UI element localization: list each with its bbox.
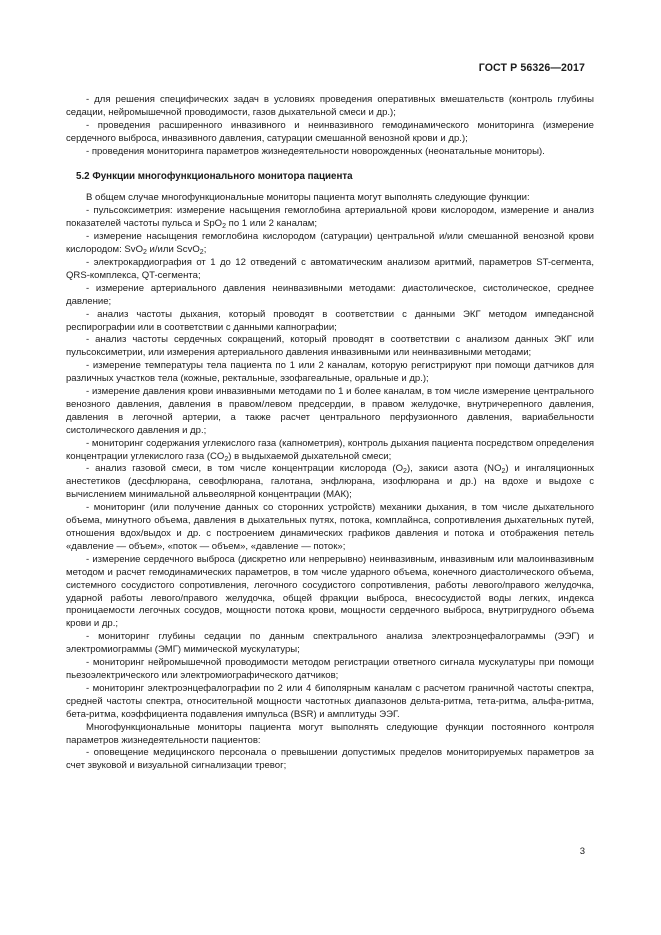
- intro-paragraph: В общем случае многофункциональные мониторы пациента могут выполнять следующие функции:: [86, 192, 530, 204]
- subscript: 2: [222, 223, 226, 231]
- item-text: - измерение насыщения гемоглобина кислородом (сатурации) центральной и/или смешанной венозной крови кислородом: SvO: [66, 231, 594, 256]
- item-text: - измерение сердечного выброса (дискретно или непрерывно) неинвазивным, инвазивным или малоинвазивным методом и расчет гемодинамических параметров, в том числе ударного объема, конечного диастолического объема, системного сосудистого сопротивления, легочного сосудистого сопротивления, работы левого/правого желудочка, ударной работы левого/правого желудочка, общей фракции выброса, внесосудистой воды легких, индекса проницаемости легочных сосудов, мощности потока крови, мощности сердечного выброса, внутригрудного объема крови и др.;: [66, 553, 594, 630]
- list-item: [66, 283, 594, 309]
- subscript: 2: [501, 468, 506, 476]
- item-text: - анализ частоты дыхания, который проводят в соответствии с данными ЭКГ методом импедансной респирографии или в соответствии с данными капнографии;: [66, 308, 594, 333]
- item-text: - анализ частоты сердечных сокращений, который проводят в соответствии с анализом данных ЭКГ или пульсоксиметрии, или измерения артериального давления инвазивными или неинвазивными методами;: [66, 334, 594, 359]
- list-item: [66, 309, 594, 335]
- list-item: [66, 463, 594, 502]
- item-text: по 1 или 2 каналам;: [226, 218, 317, 230]
- subscript: 2: [224, 455, 229, 463]
- item-text: - пульсоксиметрия: измерение насыщения гемоглобина артериальной крови кислородом, измерение и анализ показателей частоты пульса и SpO: [66, 205, 594, 230]
- list-item: [66, 257, 594, 283]
- item-text: - мониторинг глубины седации по данным спектрального анализа электроэнцефалограммы (ЭЭГ) и электромиограммы (ЭМГ) мимической мускулатуры;: [66, 631, 594, 656]
- item-text: - мониторинг нейромышечной проводимости методом регистрации ответного сигнала мускулатуры при помощи пьезоэлектрического или электромиографического датчиков;: [66, 657, 594, 681]
- item-text: - измерение давления крови инвазивными методами по 1 и более каналам, в том числе измерение центрального венозного давления, давления в правом/левом предсердии, в правом желудочке, внутричерепного давления, давления в легочной артерии, а также расчет центрального перфузионного давления, вариабельности систолического давления и др.;: [66, 386, 594, 436]
- item-text: ), закиси азота (NO: [406, 463, 502, 475]
- item-text: - анализ газовой смеси, в том числе концентрации кислорода (O: [86, 463, 404, 475]
- list-item: [66, 334, 594, 360]
- list-item: [66, 386, 594, 438]
- item-text: - измерение температуры тела пациента по 1 или 2 каналам, которую регистрируют при помощи датчиков для различных участков тела (кожные, ректальные, эзофагеальные, оральные и др.);: [66, 360, 594, 385]
- item-text: ;: [203, 244, 207, 256]
- subscript: 2: [403, 468, 407, 476]
- list-item: [66, 360, 594, 386]
- item-text: и/или ScvO: [146, 244, 200, 256]
- item-text: - мониторинг электроэнцефалографии по 2 или 4 биполярным каналам с расчетом граничной частоты спектра, средней частоты спектра, относительной мощности частотных диапазонов дельта-ритма, тета-ритма, альфа-ритма, бета-ритма, коэффициента подавления импульса (BSR) и амплитуды ЭЭГ.: [66, 682, 594, 720]
- outro-paragraph: Многофункциональные мониторы пациента могут выполнять следующие функции постоянного контроля параметров жизнедеятельности пациентов:: [66, 721, 594, 746]
- list-item: [66, 231, 594, 257]
- list-item: [66, 657, 594, 683]
- page-number: 3: [579, 846, 585, 857]
- item-text: - измерение артериального давления неинвазивными методами: диастолическое, систолическое, среднее давление;: [66, 282, 594, 307]
- item-text: - электрокардиография от 1 до 12 отведений с автоматическим анализом аритмий, параметров ST-сегмента, QRS-комплекса, QT-сегмента;: [66, 256, 594, 281]
- list-item: [66, 438, 594, 464]
- list-item: [66, 683, 594, 722]
- list-item: - для решения специфических задач в условиях проведения оперативных вмешательств (контроль глубины седации, нейромышечной проводимости, газов дыхательной смеси и др.);: [66, 94, 594, 118]
- section-heading: 5.2 Функции многофункционального монитора пациента: [76, 170, 353, 182]
- item-text: ) и ингаляционных анестетиков (десфлюрана, севофлюрана, галотана, энфлюрана, изофлюрана и др.) на вдохе и выдохе с вычислением минимальной альвеолярной концентрации (МАК);: [66, 463, 594, 501]
- list-item: [66, 205, 594, 231]
- list-item: - проведения расширенного инвазивного и неинвазивного гемодинамического мониторинга (измерение сердечного выброса, инвазивного давления, сатурации смешанной венозной крови и др.);: [66, 119, 594, 144]
- subscript: 2: [143, 249, 147, 257]
- item-text: - мониторинг содержания углекислого газа (капнометрия), контроль дыхания пациента посредством определения концентрации углекислого газа (CO: [66, 437, 594, 462]
- function-list: [66, 205, 594, 721]
- list-item: [66, 554, 594, 631]
- item-text: ) в выдыхаемой дыхательной смеси;: [228, 450, 392, 462]
- standard-header: ГОСТ Р 56326—2017: [478, 62, 585, 74]
- subscript: 2: [199, 249, 204, 257]
- list-item: - оповещение медицинского персонала о превышении допустимых пределов мониторируемых параметров за счет звуковой и визуальной сигнализации тревог;: [66, 747, 594, 772]
- list-item: [66, 631, 594, 657]
- document-body: [66, 94, 594, 773]
- item-text: - мониторинг (или получение данных со сторонних устройств) механики дыхания, в том числе дыхательного объема, минутного объема, давления в дыхательных путях, потока, комплайнса, сопротивления дыхательных путей, отношения вдох/выдох и др. с построением динамических графиков давления и потока и отображения петель «давление — объем», «поток — объем», «давление — поток»;: [66, 502, 594, 552]
- list-item: - проведения мониторинга параметров жизнедеятельности новорожденных (неонатальные мониторы).: [86, 145, 545, 157]
- list-item: [66, 502, 594, 554]
